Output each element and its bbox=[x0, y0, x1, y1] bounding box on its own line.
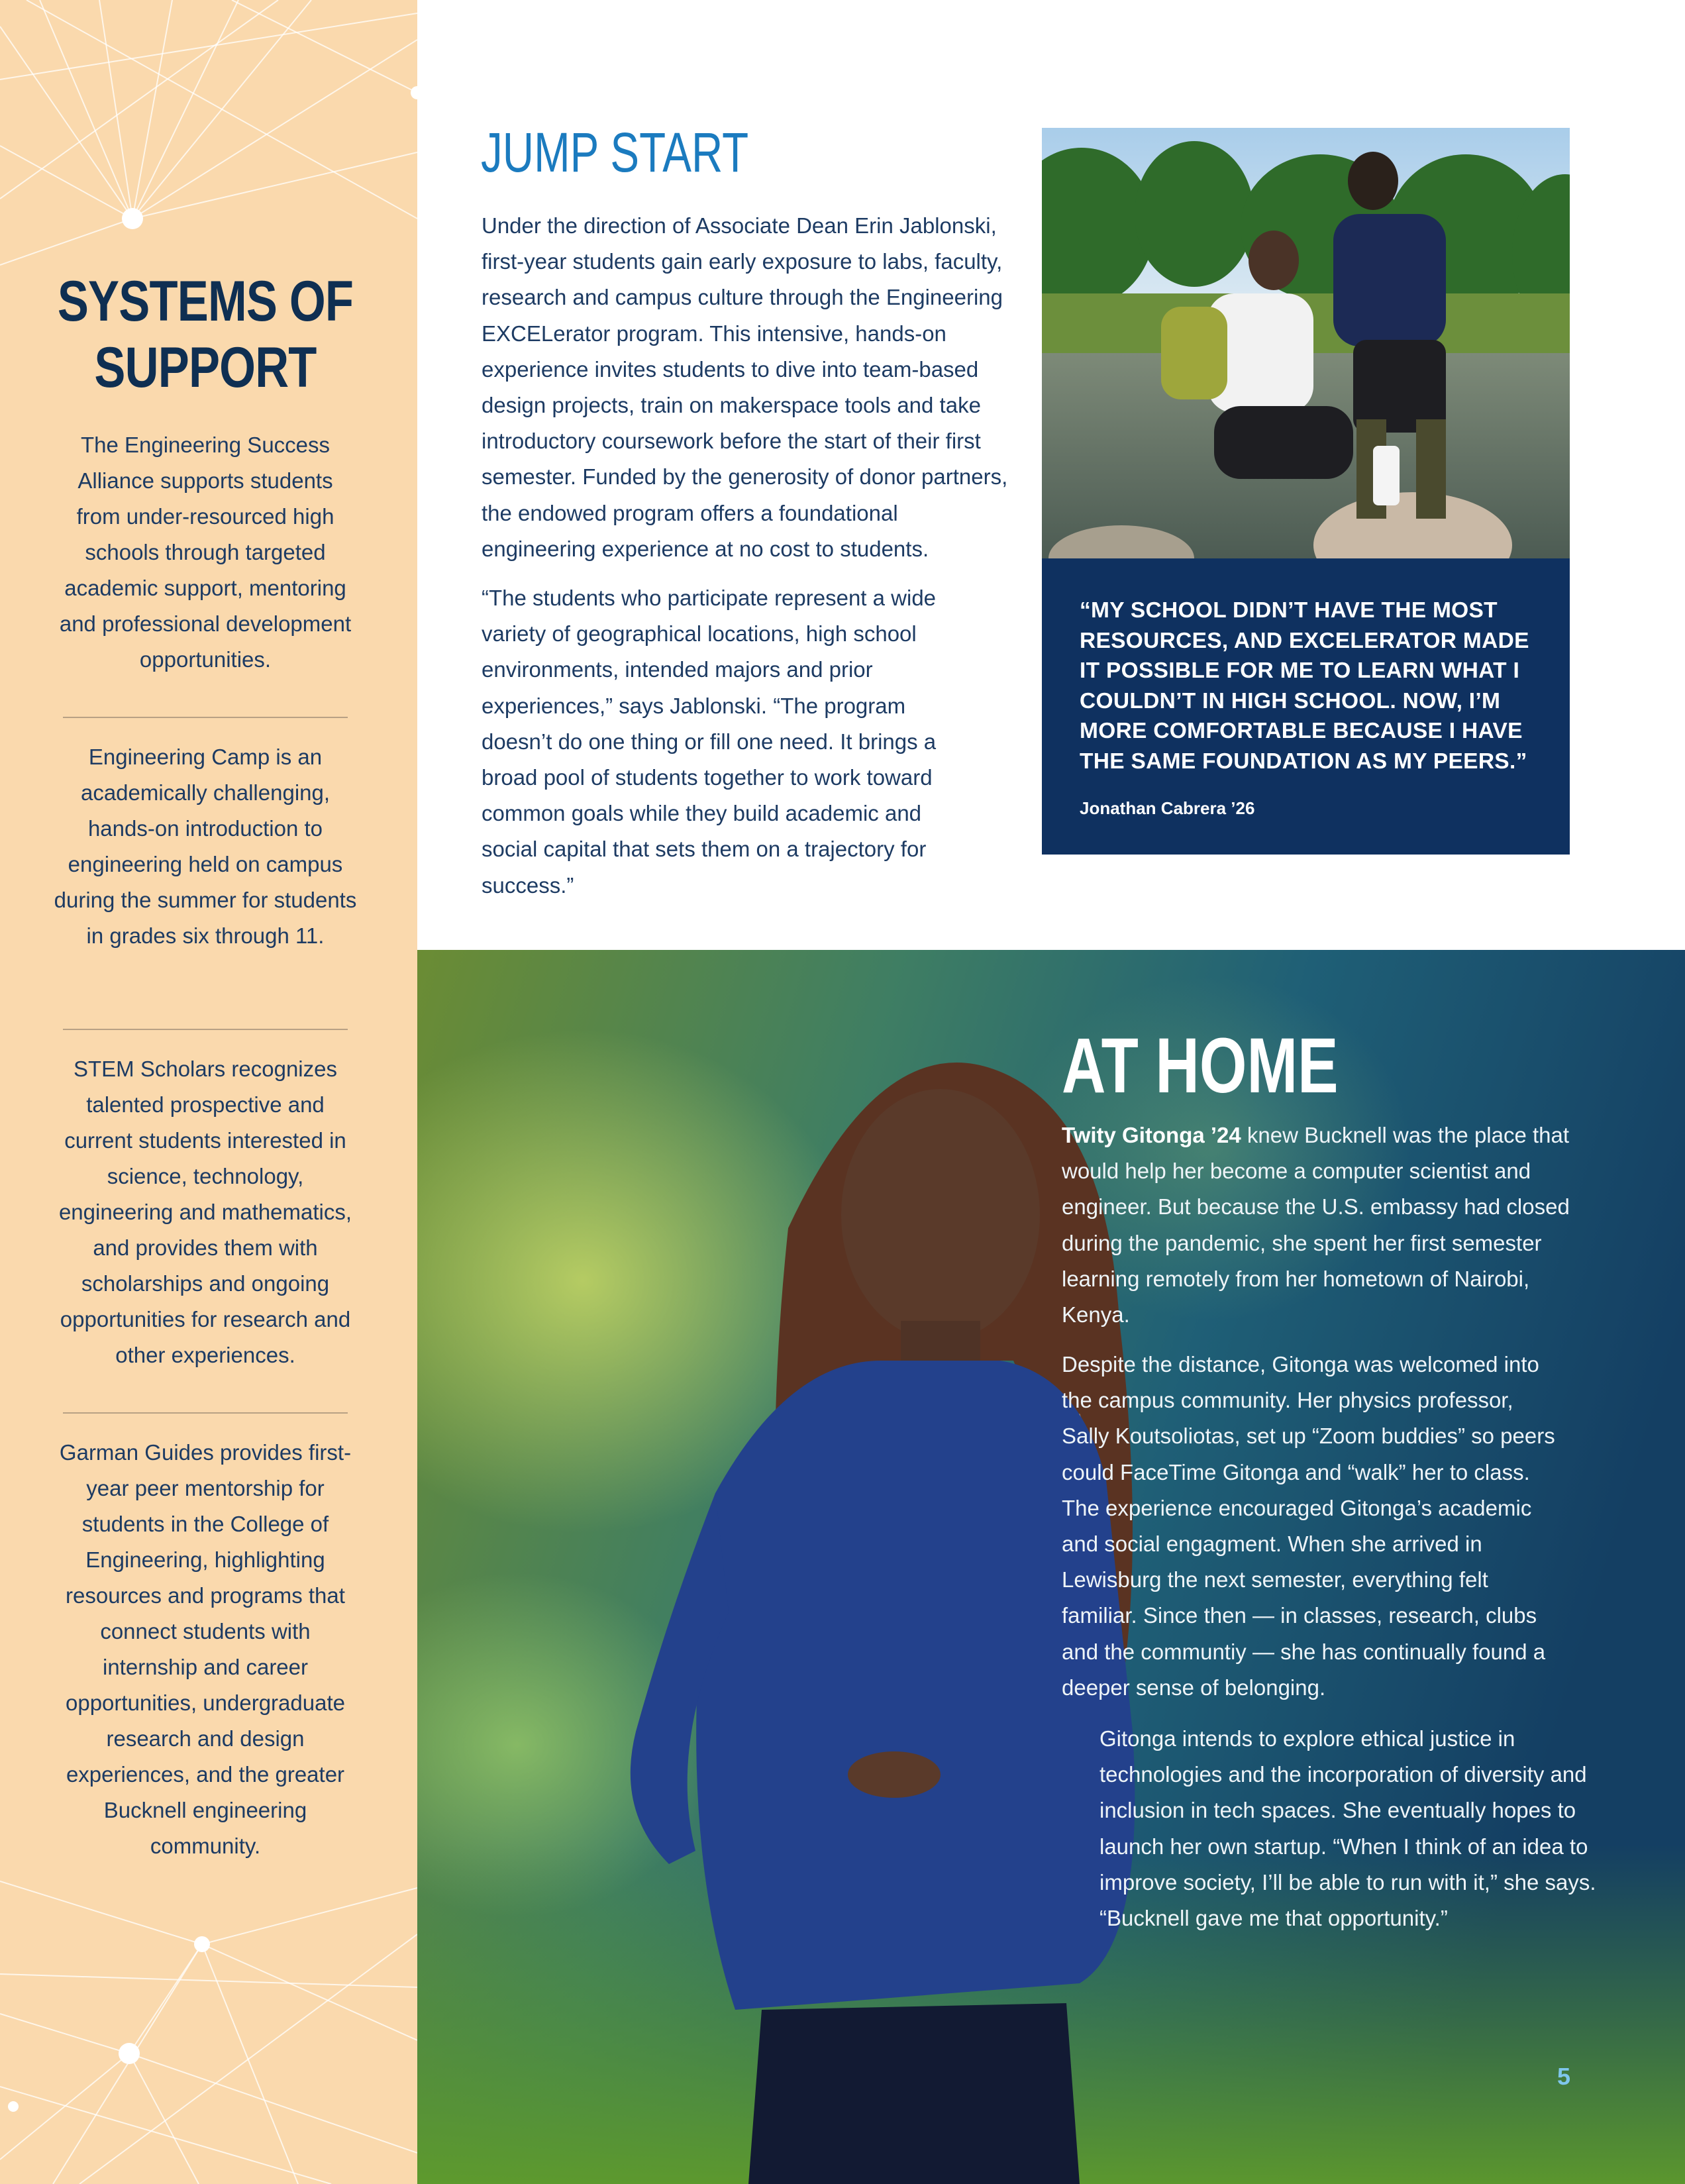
sidebar-systems-of-support bbox=[0, 0, 417, 2184]
sidebar-title bbox=[37, 268, 374, 401]
at-home-paragraph-3: Gitonga intends to explore ethical justice in technologies and the incorporation of diversity and inclusion in tech spaces. She eventually hopes to launch her own startup. “When I think of an idea to improve society, I’ll be able to run with it,” she says. “Bucknell gave me that opportunity.” bbox=[1099, 1726, 1596, 1931]
student-quote-card bbox=[1042, 128, 1570, 855]
at-home-title: AT HOME bbox=[1062, 1022, 1339, 1110]
student-quote: “MY SCHOOL DIDN’T HAVE THE MOST RESOURCES, AND EXCELERATOR MADE IT POSSIBLE FOR ME TO LEARN WHAT I COULDN’T IN HIGH SCHOOL. NOW, I’M MORE COMFORTABLE BECAUSE I HAVE THE SAME FOUNDATION AS MY PEERS.” bbox=[1080, 598, 1529, 774]
jump-start-title: JUMP START bbox=[481, 121, 749, 183]
sidebar-title-line2: SUPPORT bbox=[94, 336, 317, 399]
jump-start-paragraph-1: Under the direction of Associate Dean Erin Jablonski, first-year students gain early exposure to labs, faculty, research and campus culture through the Engineering EXCELerator program. This intensive, hands-on experience invites students to dive into team-based design projects, train on makerspace tools and take introductory coursework before the start of their first semester. Funded by the generosity of donor partners, the endowed program offers a foundational engineering experience at no cost to students. bbox=[482, 213, 1008, 561]
at-home-paragraph-2: Despite the distance, Gitonga was welcomed into the campus community. Her physics professor, Sally Koutsoliotas, set up “Zoom buddies” so peers could FaceTime Gitonga and “walk” her to class. The experience encouraged Gitonga’s academic and social engagment. When she arrived in Lewisburg the next semester, everything felt familiar. Since then — in classes, research, clubs and the communtiy — she has continually found a deeper sense of belonging. bbox=[1062, 1352, 1555, 1700]
quote-attribution: Jonathan Cabrera ’26 bbox=[1080, 798, 1255, 818]
sidebar-block-engineering-camp: Engineering Camp is an academically challenging, hands-on introduction to engineering held on campus during the summer for students in grades six through 11. bbox=[54, 745, 357, 948]
sidebar-title-line1: SYSTEMS OF bbox=[57, 270, 354, 333]
sidebar-divider bbox=[63, 717, 348, 718]
sidebar-block-stem-scholars: STEM Scholars recognizes talented prospective and current students interested in science, technology, engineering and mathematics, and provides them with scholarships and ongoing opportunities for research and other experiences. bbox=[58, 1057, 352, 1367]
at-home-section bbox=[417, 950, 1685, 2184]
sidebar-divider bbox=[63, 1029, 348, 1030]
sidebar-block-garman-guides: Garman Guides provides first-year peer mentorship for students in the College of Engineering, highlighting resources and programs that connect students with internship and career opportunities, undergraduate research and design experiences, and the greater Bucknell engineering community. bbox=[59, 1440, 352, 1858]
sidebar-block-engineering-success-alliance: The Engineering Success Alliance supports students from under-resourced high schools through targeted academic support, mentoring and professional development opportunities. bbox=[59, 433, 352, 672]
page-number: 5 bbox=[1557, 2063, 1570, 2090]
at-home-paragraph-1-text: knew Bucknell was the place that would help her become a computer scientist and engineer. But because the U.S. embassy had closed during the pandemic, she spent her first semester learning remotely from her hometown of Nairobi, Kenya. bbox=[1062, 1123, 1570, 1327]
sidebar-divider bbox=[63, 1412, 348, 1414]
at-home-paragraph-1 bbox=[1062, 1118, 1578, 1333]
student-name: Twity Gitonga ’24 bbox=[1062, 1123, 1241, 1147]
jump-start-paragraph-2: “The students who participate represent a wide variety of geographical locations, high school environments, intended majors and prior experiences,” says Jablonski. “The program doesn’t do one thing or fill one need. It brings a broad pool of students together to work toward common goals while they build academic and social capital that sets them on a trajectory for success.” bbox=[482, 586, 937, 898]
